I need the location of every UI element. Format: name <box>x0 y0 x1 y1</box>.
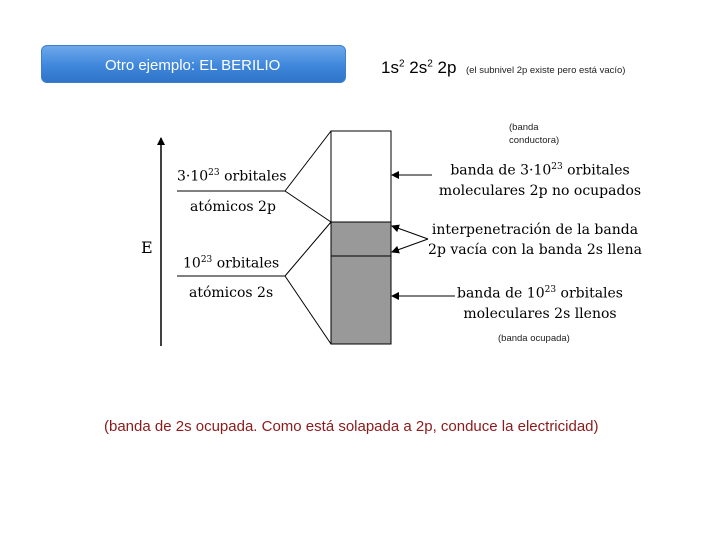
right-2p-label <box>425 157 655 201</box>
right-2s-exp: 23 <box>544 285 557 295</box>
label-2s-atomic: atómicos 2s <box>189 285 274 301</box>
label-2p-exp: 23 <box>208 168 220 178</box>
energy-axis-label: E <box>141 238 153 257</box>
right-overlap-line1: interpenetración de la banda <box>431 222 639 238</box>
right-2p-pre: banda de 3·10 <box>450 162 552 179</box>
banda-conductora-line1: (banda <box>509 122 539 133</box>
fan-2p-bottom <box>285 191 331 222</box>
label-2p-orbitals <box>177 168 287 185</box>
label-2s-pre: 10 <box>183 255 201 272</box>
title-button[interactable]: Otro ejemplo: EL BERILIO <box>41 45 346 83</box>
banda-ocupada-note: (banda ocupada) <box>498 333 570 344</box>
config-2s: 2s <box>404 58 428 77</box>
banda-conductora-line2: conductora) <box>509 135 560 146</box>
right-2s-line2: moleculares 2s llenos <box>463 305 617 322</box>
config-2p: 2p <box>432 58 457 77</box>
config-1s: 1s <box>381 58 399 77</box>
right-2s-line1 <box>425 280 655 304</box>
right-2s-label <box>425 280 655 324</box>
right-2p-post: orbitales <box>562 162 630 179</box>
right-2p-line2: moleculares 2p no ocupados <box>438 182 642 199</box>
right-2s-post: orbitales <box>556 285 623 302</box>
label-2p-pre: 3·10 <box>177 168 209 185</box>
right-overlap-label <box>420 220 650 260</box>
config-1s-exp: 2 <box>398 58 405 70</box>
config-2s-exp: 2 <box>427 58 433 70</box>
right-2p-exp: 23 <box>551 162 563 172</box>
right-2s-pre: banda de 10 <box>457 285 545 302</box>
fan-2s-top <box>285 222 331 276</box>
label-2s-exp: 23 <box>200 255 213 265</box>
band-2p-empty <box>331 131 391 222</box>
label-2p-post: orbitales <box>219 168 287 185</box>
footer-note: (banda de 2s ocupada. Como está solapada a 2p, conduce la electricidad) <box>104 418 599 435</box>
right-2p-line1 <box>425 157 655 181</box>
label-2s-orbitals <box>183 255 279 272</box>
band-2s-filled <box>331 222 391 344</box>
label-2p-atomic: atómicos 2p <box>190 199 276 215</box>
label-2s-post: orbitales <box>212 255 280 272</box>
fan-2s-bottom <box>285 276 331 344</box>
subnivel-note: (el subnivel 2p existe pero está vacío) <box>466 65 626 76</box>
right-overlap-line2: 2p vacía con la banda 2s llena <box>428 242 642 258</box>
fan-2p-top <box>285 131 331 191</box>
